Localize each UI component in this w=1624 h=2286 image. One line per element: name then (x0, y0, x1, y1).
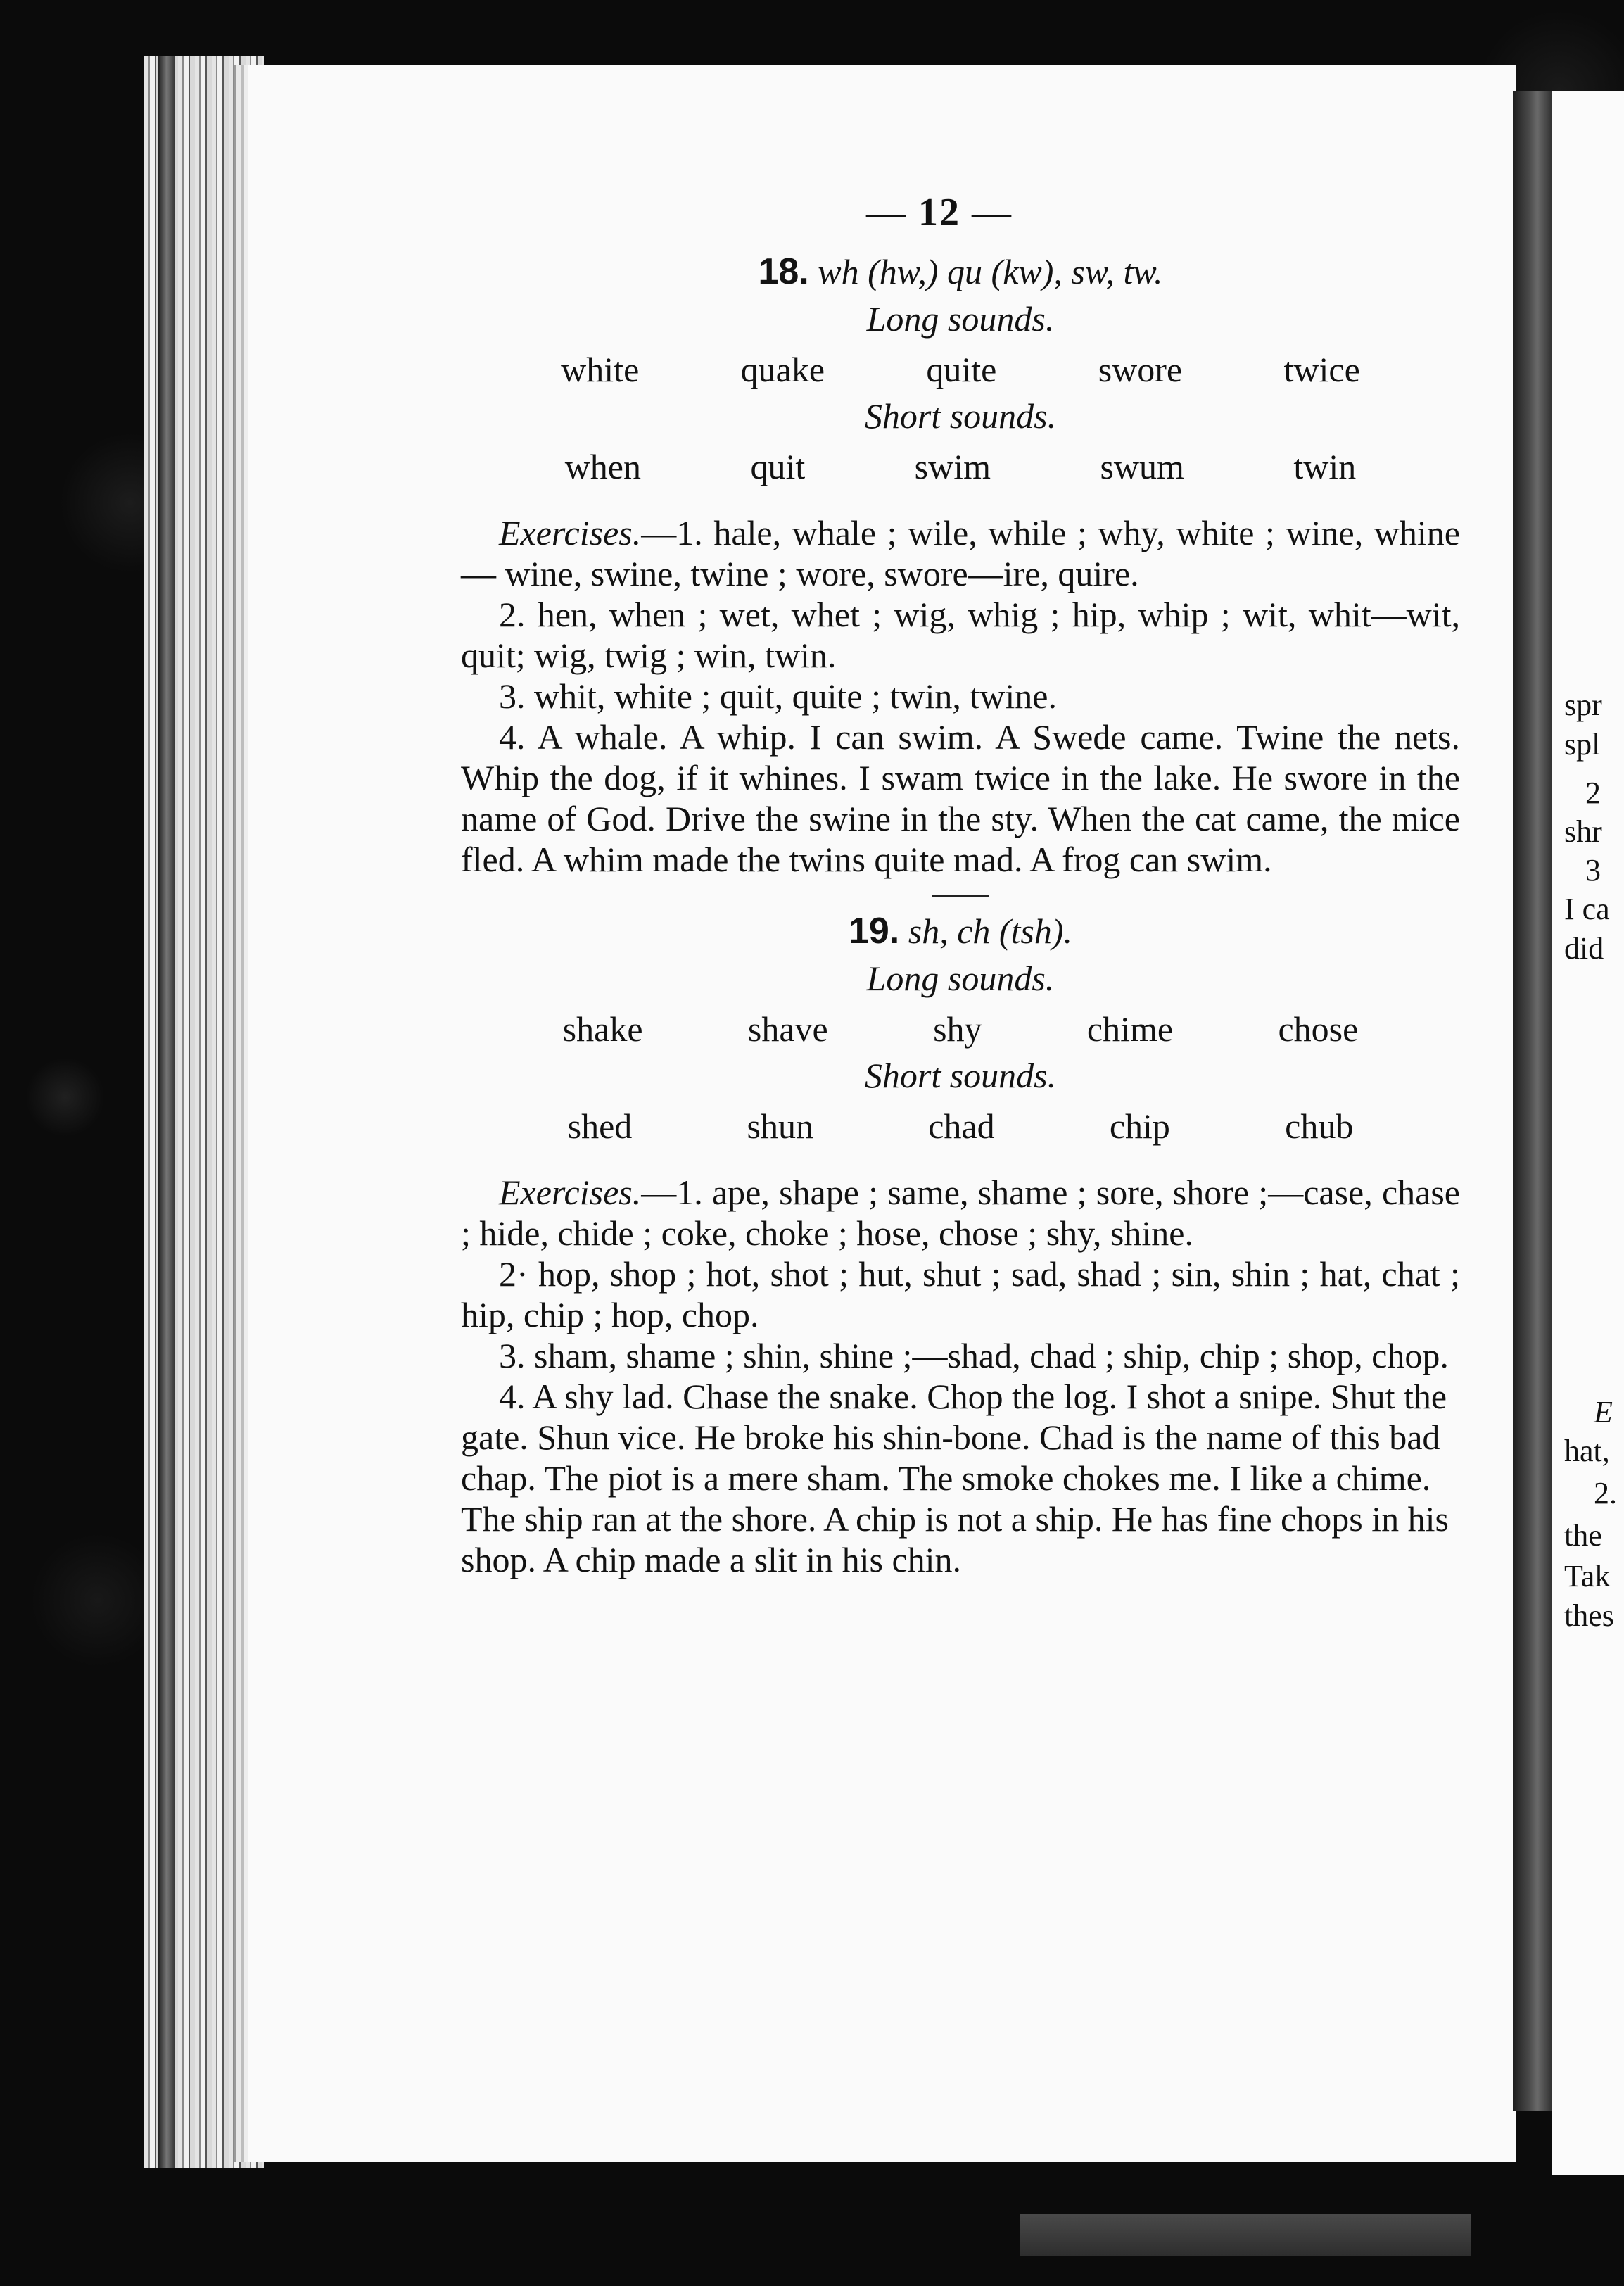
right-page-fragment: Tak (1564, 1559, 1611, 1593)
right-page-fragment: 2. (1594, 1476, 1617, 1510)
exercise-paragraph: 2· hop, shop ; hot, shot ; hut, shut ; sad, shad ; sin, shin ; hat, chat ; hip, chip ; hop, chop. (461, 1254, 1460, 1334)
word: shake (562, 1009, 643, 1049)
section-number: 18. (758, 251, 809, 292)
short-sounds-words (461, 1106, 1460, 1147)
right-page-fragment: hat, (1564, 1434, 1610, 1468)
short-sounds-label: Short sounds. (864, 396, 1057, 436)
word: quake (740, 350, 825, 389)
word: chose (1278, 1009, 1359, 1049)
word: quite (926, 350, 997, 389)
right-page-fragment: shr (1564, 814, 1602, 849)
exercise-paragraph: 3. sham, shame ; shin, shine ;—shad, chad ; ship, chip ; shop, chop. (499, 1336, 1449, 1375)
word: swim (914, 447, 991, 486)
word: chip (1109, 1106, 1170, 1146)
short-sounds-label: Short sounds. (864, 1056, 1057, 1095)
page-content (461, 190, 1460, 1580)
right-page-fragment: spr (1564, 688, 1602, 722)
word: white (561, 350, 640, 389)
page-number: — 12 — (866, 191, 1013, 234)
exercise-paragraph: 4. A shy lad. Chase the snake. Chop the log. I shot a snipe. Shut the gate. Shun vice. He broke his shin-bone. Chad is the name of this bad chap. The piot is a mere sham. The smoke chokes me. I like a chime. The ship ran at the shore. A chip is not a ship. He has fine chops in his shop. A chip made a slit in his chin. (461, 1377, 1449, 1579)
exercise-paragraph (461, 512, 1460, 594)
word: swum (1100, 447, 1184, 486)
right-page-edge (1552, 91, 1624, 2175)
word: shun (747, 1106, 813, 1146)
exercises-label: Exercises. (499, 513, 642, 552)
word: quit (750, 447, 806, 486)
word: chime (1086, 1009, 1174, 1049)
word: shave (747, 1009, 828, 1049)
section-heading (461, 251, 1460, 293)
word: twice (1283, 350, 1360, 389)
word: shy (933, 1009, 982, 1049)
long-sounds-words (461, 1009, 1460, 1049)
section-divider (932, 895, 989, 897)
right-page-fragment: E (1594, 1395, 1613, 1429)
section-phonics: sh, ch (tsh). (908, 911, 1073, 951)
gutter-shadow (1513, 91, 1554, 2111)
long-sounds-label: Long sounds. (866, 959, 1055, 998)
exercise-paragraph (461, 1172, 1460, 1253)
word: chub (1285, 1106, 1354, 1146)
word: shed (567, 1106, 633, 1146)
word: when (564, 447, 642, 486)
right-page-fragment: the (1564, 1518, 1602, 1553)
book-spine-shadow (158, 56, 175, 2168)
scan-artifact (1020, 2214, 1471, 2256)
long-sounds-label: Long sounds. (866, 299, 1055, 339)
section-heading (461, 910, 1460, 952)
exercise-text: —1. ape, shape ; same, shame ; sore, shore ;—case, chase ; hide, chide ; coke, choke ; hose, chose ; shy, shine. (461, 1173, 1460, 1253)
right-page-fragment: 2 (1585, 776, 1601, 810)
section-number: 19. (848, 911, 900, 952)
right-page-fragment: I ca (1564, 892, 1610, 926)
exercise-paragraph: 3. whit, white ; quit, quite ; twin, twine. (499, 676, 1057, 716)
short-sounds-words (461, 446, 1460, 487)
right-page-fragment: spl (1564, 727, 1601, 762)
right-page-fragment: thes (1564, 1598, 1614, 1633)
word: twin (1293, 447, 1357, 486)
right-page-fragment: 3 (1585, 853, 1601, 888)
exercise-paragraph: 4. A whale. A whip. I can swim. A Swede came. Twine the nets. Whip the dog, if it whines. I swam twice in the lake. He swore in the name of God. Drive the swine in the sty. When the cat came, the mice fled. A whim made the twins quite mad. A frog can swim. (461, 717, 1460, 879)
word: chad (928, 1106, 995, 1146)
section-phonics: wh (hw,) qu (kw), sw, tw. (818, 252, 1163, 291)
long-sounds-words (461, 349, 1460, 390)
right-page-fragment: did (1564, 931, 1604, 966)
exercise-paragraph: 2. hen, when ; wet, whet ; wig, whig ; hip, whip ; wit, whit—wit, quit; wig, twig ; win, twin. (461, 595, 1460, 675)
exercise-text: —1. hale, whale ; wile, while ; why, white ; wine, whine — wine, swine, twine ; wore, swore—ire, quire. (461, 513, 1460, 593)
exercises-label: Exercises. (499, 1173, 642, 1212)
word: swore (1098, 350, 1183, 389)
